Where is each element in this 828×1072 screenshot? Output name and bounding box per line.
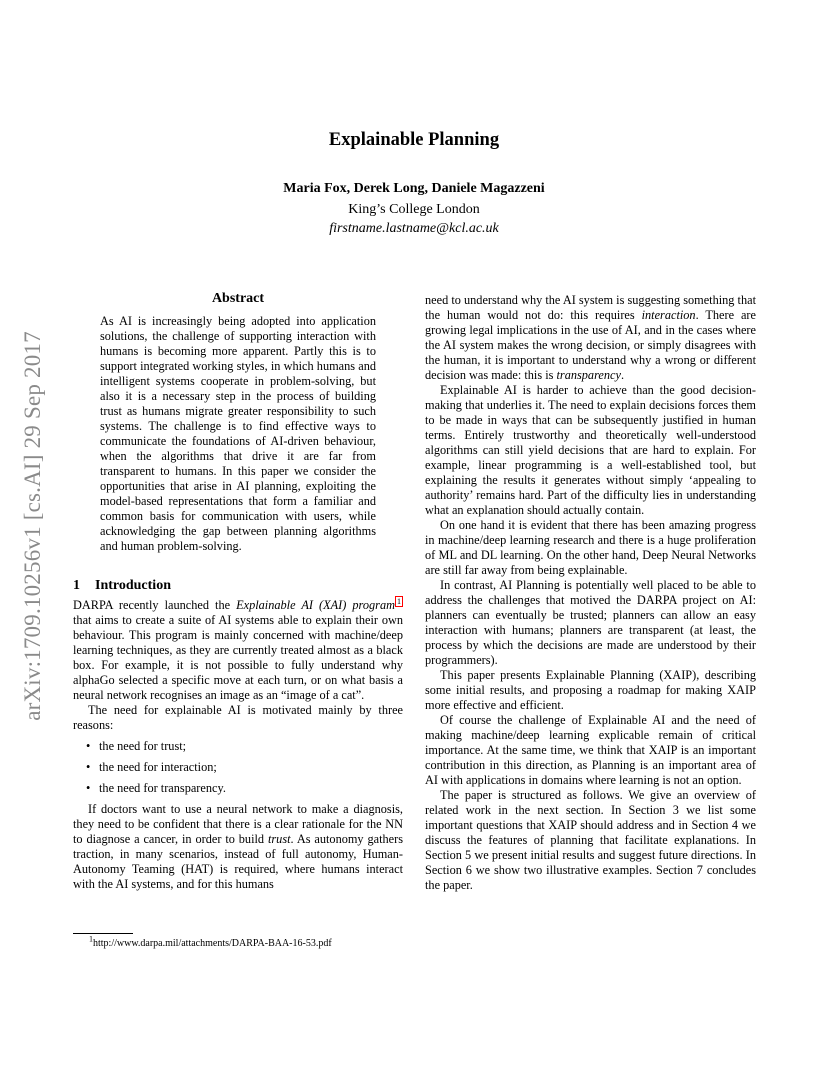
emphasis: transparency xyxy=(556,368,621,382)
footnote xyxy=(89,934,332,950)
list-item: • the need for transparency. xyxy=(73,781,403,796)
right-paragraph-7: The paper is structured as follows. We give an overview of related work in the next section. In Section 3 we list some important questions that XAIP should address and in Section 4 we discuss the features of planning that facilitate explanations. In Section 5 we present initial results and suggest future directions. In Section 6 we show two illustrative examples. Section 7 concludes the paper. xyxy=(425,788,756,892)
abstract-body: As AI is increasingly being adopted into application solutions, the challenge of supporting interaction with humans is becoming more apparent. Partly this is to support integrated working styles, in which humans and intelligent systems cooperate in problem-solving, but also it is a necessary step in the process of building trust as humans migrate greater responsibility to such systems. The challenge is to find effective ways to communicate the foundations of AI-driven behaviour, when the algorithms that drive it are far from transparent to humans. In this paper we consider the opportunities that arise in AI planning, exploiting the model-based representations that form a familiar and common basis for communication with users, while acknowledging the gap between planning algorithms and human problem-solving. xyxy=(100,314,376,553)
program-name: Explainable AI (XAI) program xyxy=(236,598,395,612)
author-email: firstname.lastname@kcl.ac.uk xyxy=(329,221,499,236)
intro-paragraph-3 xyxy=(73,802,403,892)
section-number: 1 xyxy=(73,578,80,593)
abstract-heading: Abstract xyxy=(211,291,265,306)
author-list: Maria Fox, Derek Long, Daniele Magazzeni xyxy=(283,181,545,196)
footnote-url[interactable]: http://www.darpa.mil/attachments/DARPA-BAA-16-53.pdf xyxy=(93,938,332,949)
right-paragraph-1 xyxy=(425,293,756,383)
right-paragraph-4: In contrast, AI Planning is potentially well placed to be able to address the challenges that motived the DARPA project on AI: planners can eventually be trusted; planners can allow an easy interaction with humans; planners are transparent (at least, the process by which the decisions are made are understood by their programmers). xyxy=(425,578,756,667)
reasons-list xyxy=(73,739,403,796)
right-column xyxy=(425,293,756,893)
section-heading-introduction xyxy=(73,578,403,593)
affiliation: King’s College London xyxy=(348,202,480,217)
arxiv-side-stamp xyxy=(15,293,51,758)
arxiv-identifier: arXiv:1709.10256v1 [cs.AI] 29 Sep 2017 xyxy=(20,330,46,721)
right-paragraph-3: On one hand it is evident that there has been amazing progress in machine/deep learning research and there is a huge proliferation of ML and DL learning. On the other hand, Deep Neural Networks are still far away from being explainable. xyxy=(425,518,756,577)
emphasis: interaction xyxy=(641,308,696,322)
right-paragraph-5: This paper presents Explainable Planning (XAIP), describing some initial results, and proposing a roadmap for making XAIP more effective and efficient. xyxy=(425,668,756,712)
text-run: DARPA recently launched the xyxy=(73,598,237,612)
text-run: . As autonomy gathers traction, in many scenarios, instead of full autonomy, Human-Autonomy Teaming (HAT) is required, where humans interact with the AI systems, and for this humans xyxy=(73,832,403,891)
paper-title: Explainable Planning xyxy=(328,130,500,150)
section-title: Introduction xyxy=(95,578,171,593)
footnote-divider xyxy=(73,933,133,934)
text-run: . There are growing legal implications in the use of AI, and in the cases where the AI system makes the wrong decision, or simply disagrees with the human, it is important to understand why a wrong or different decision was made: this is xyxy=(425,308,756,382)
intro-paragraph-2: The need for explainable AI is motivated mainly by three reasons: xyxy=(73,703,403,732)
footnote-link[interactable]: 1 xyxy=(396,596,401,606)
list-item: • the need for trust; xyxy=(73,739,403,754)
text-run: If doctors want to use a neural network to make a diagnosis, they need to be confident that there is a clear rationale for the NN to diagnose a cancer, in order to build xyxy=(73,802,403,846)
list-item: • the need for interaction; xyxy=(73,760,403,775)
text-run: . xyxy=(620,368,625,382)
footnote-mark: 1 xyxy=(89,934,93,944)
right-paragraph-2: Explainable AI is harder to achieve than the good decision-making that underlies it. The need to explain decisions forces them to be made in ways that can be subsequently justified in human terms. Entirely trustworthy and theoretically well-understood algorithms can still yield decisions that are hard to explain. For example, linear programming is a well-established tool, but explaining the results it generates without simply ‘appealing to authority’ remains hard. Part of the difficulty lies in understanding what an explanation should actually contain. xyxy=(425,383,756,517)
text-run: need to understand why the AI system is suggesting something that the human would not do: this requires xyxy=(425,293,756,322)
left-column xyxy=(73,291,403,892)
emphasis: trust xyxy=(267,832,291,846)
right-paragraph-6: Of course the challenge of Explainable AI and the need of making machine/deep learning explicable remain of critical importance. At the same time, we think that XAIP is an important contribution in this direction, as Planning is an important area of AI with applications in domains where learning is not an option. xyxy=(425,713,756,787)
text-run: that aims to create a suite of AI systems able to explain their own behaviour. This program is mainly concerned with machine/deep learning techniques, as they are currently treated almost as a black box. For example, it is not possible to fully understand why alphaGo selected a specific move at each turn, or on what basis a neural network recognises an image as an “image of a cat”. xyxy=(73,613,403,702)
intro-paragraph-1 xyxy=(73,598,403,703)
